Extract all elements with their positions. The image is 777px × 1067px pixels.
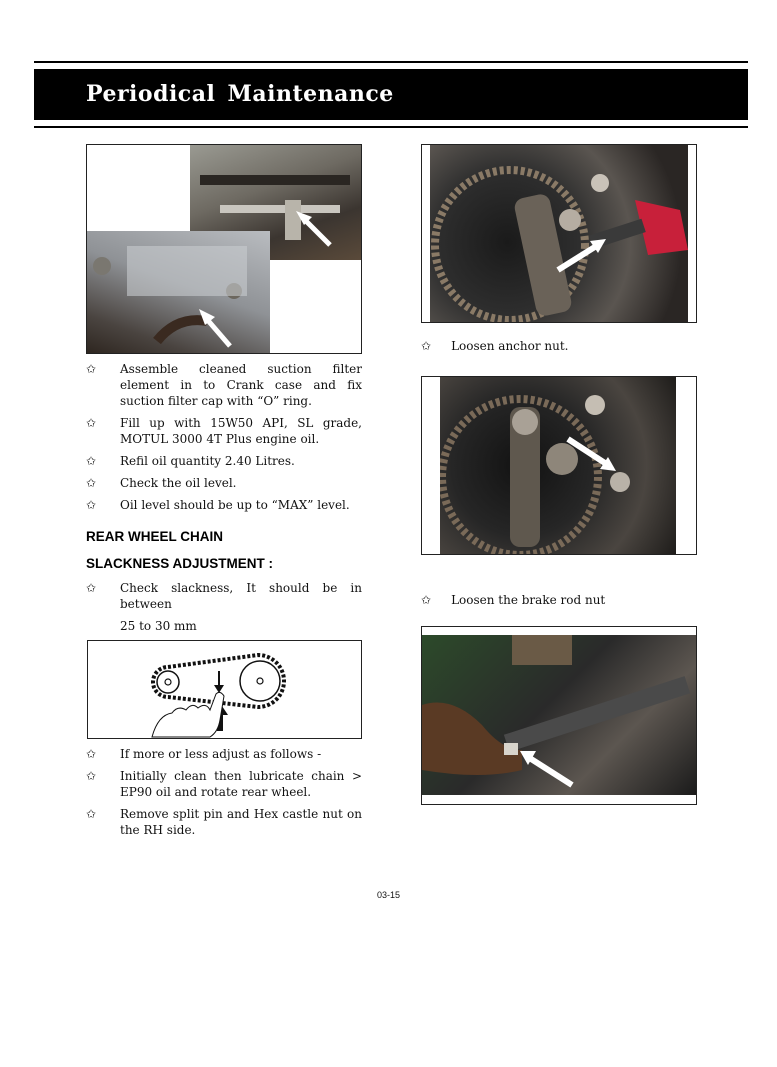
header-banner bbox=[34, 69, 748, 120]
star-icon: ✩ bbox=[86, 362, 97, 376]
list-item bbox=[86, 497, 362, 513]
star-icon: ✩ bbox=[86, 498, 97, 512]
page-title: Periodical Maintenance bbox=[86, 81, 394, 107]
section-subheading: SLACKNESS ADJUSTMENT : bbox=[86, 556, 274, 571]
list-item bbox=[86, 475, 362, 491]
anchor-nut-photo bbox=[421, 144, 697, 323]
list-item bbox=[86, 453, 362, 469]
slack-value: 25 to 30 mm bbox=[120, 619, 197, 633]
bullet-text: Remove split pin and Hex castle nut on the RH side. bbox=[120, 807, 362, 837]
list-item bbox=[86, 415, 362, 447]
list-item bbox=[86, 768, 362, 800]
star-icon: ✩ bbox=[421, 593, 432, 607]
list-item bbox=[86, 361, 362, 409]
slack-check-step bbox=[86, 580, 362, 612]
bullet-text: If more or less adjust as follows - bbox=[120, 747, 322, 761]
star-icon: ✩ bbox=[86, 769, 97, 783]
star-icon: ✩ bbox=[86, 581, 97, 595]
bullet-text: Assemble cleaned suction filter element in to Crank case and fix suction filter cap with “O” ring. bbox=[120, 362, 362, 408]
caption-text: Loosen anchor nut. bbox=[451, 339, 569, 353]
caption-anchor-nut bbox=[421, 339, 568, 353]
bullet-text: Initially clean then lubricate chain > EP90 oil and rotate rear wheel. bbox=[120, 769, 362, 799]
caption-text: Loosen the brake rod nut bbox=[451, 593, 606, 607]
bullet-text: Check the oil level. bbox=[120, 476, 237, 490]
star-icon: ✩ bbox=[86, 416, 97, 430]
chain-slack-diagram bbox=[87, 640, 362, 739]
star-icon: ✩ bbox=[86, 476, 97, 490]
star-icon: ✩ bbox=[421, 339, 432, 353]
chain-diagram-drawing bbox=[88, 641, 361, 738]
split-pin-photo bbox=[421, 626, 697, 805]
split-pin-photo-image bbox=[422, 635, 696, 795]
bullet-text: Oil level should be up to “MAX” level. bbox=[120, 498, 350, 512]
filter-cap-photo-inset bbox=[87, 231, 270, 353]
anchor-nut-photo-image bbox=[430, 145, 688, 322]
list-item bbox=[86, 580, 362, 612]
page-number: 03-15 bbox=[376, 890, 401, 900]
brake-rod-nut-photo bbox=[421, 376, 697, 555]
header-top-rule bbox=[34, 61, 748, 63]
adjust-steps bbox=[86, 746, 362, 838]
suction-filter-photo bbox=[86, 144, 362, 354]
list-item bbox=[86, 806, 362, 838]
brake-rod-nut-photo-image bbox=[440, 377, 676, 554]
list-item bbox=[86, 746, 362, 762]
header-bottom-rule bbox=[34, 126, 748, 128]
star-icon: ✩ bbox=[86, 454, 97, 468]
star-icon: ✩ bbox=[86, 807, 97, 821]
caption-brake-rod-nut bbox=[421, 593, 605, 607]
bullet-text: Check slackness, It should be in between bbox=[120, 581, 362, 611]
oil-fill-steps bbox=[86, 361, 362, 513]
section-heading: REAR WHEEL CHAIN bbox=[86, 529, 224, 544]
bullet-text: Fill up with 15W50 API, SL grade, MOTUL 3000 4T Plus engine oil. bbox=[120, 416, 362, 446]
bullet-text: Refil oil quantity 2.40 Litres. bbox=[120, 454, 295, 468]
star-icon: ✩ bbox=[86, 747, 97, 761]
